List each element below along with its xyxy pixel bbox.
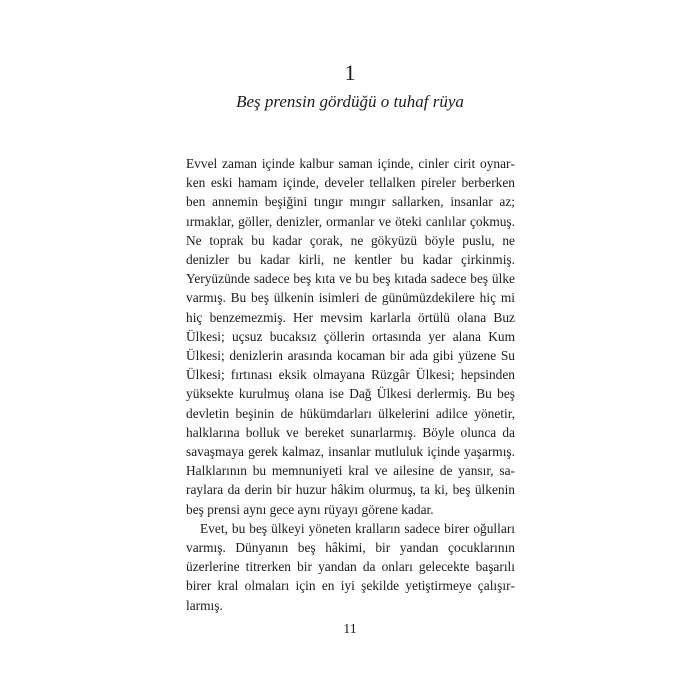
body-paragraph: Evet, bu beş ülkeyi yöneten kralların sadece birer oğulları varmış. Dünyanın beş hâkimi, bir yandan çocuklarının üzerlerine titrerken bir yandan da onları gelecekte başarılı birer kral olmaları için en iyi şekilde yetiştirmeye çalışırlarmış.	[186, 520, 515, 613]
page-number: 11	[343, 622, 357, 637]
chapter-title: Beş prensin gördüğü o tuhaf rüya	[236, 92, 464, 111]
body-paragraph: Evvel zaman içinde kalbur saman içinde, cinler cirit oynarken eski hamam içinde, develer tellalken pireler berberken ben annemin beşiğini tıngır mıngır sallarken, insanlar az; ırmaklar, göller, denizler, ormanlar ve öteki canlılar çokmuş. Ne toprak bu kadar çorak, ne gökyüzü böyle puslu, ne denizler bu kadar kirli, ne kentler bu kadar çirkinmiş. Yeryüzünde sadece beş kıta ve bu beş kıtada sadece beş ülke varmış. Bu beş ülkenin isimleri de günümüzdekilere hiç mi hiç benzemezmiş. Her mevsim karlarla örtülü olana Buz Ülkesi; uçsuz bucaksız çöllerin ortasında yer alana Kum Ülkesi; denizlerin arasında kocaman bir ada gibi yüzene Su Ülkesi; fırtınası eksik olmayana Rüzgâr Ülkesi; hepsinden yüksekte kurulmuş olana ise Dağ Ülkesi derlermiş. Bu beş devletin beşinin de hükümdarları ülkelerini adilce yönetir, halklarına bolluk ve bereket sunarlarmış. Böyle olunca da savaşmaya gerek kalmaz, insanlar mutluluk içinde yaşarmış. Halklarının bu memnuniyeti kral ve ailesine de yansır, saraylara da derin bir huzur hâkim olurmuş, ta ki, beş ülkenin beş prensi aynı gece aynı rüyayı görene kadar.	[186, 156, 515, 517]
chapter-number: 1	[344, 60, 356, 85]
chapter-body	[186, 154, 515, 615]
